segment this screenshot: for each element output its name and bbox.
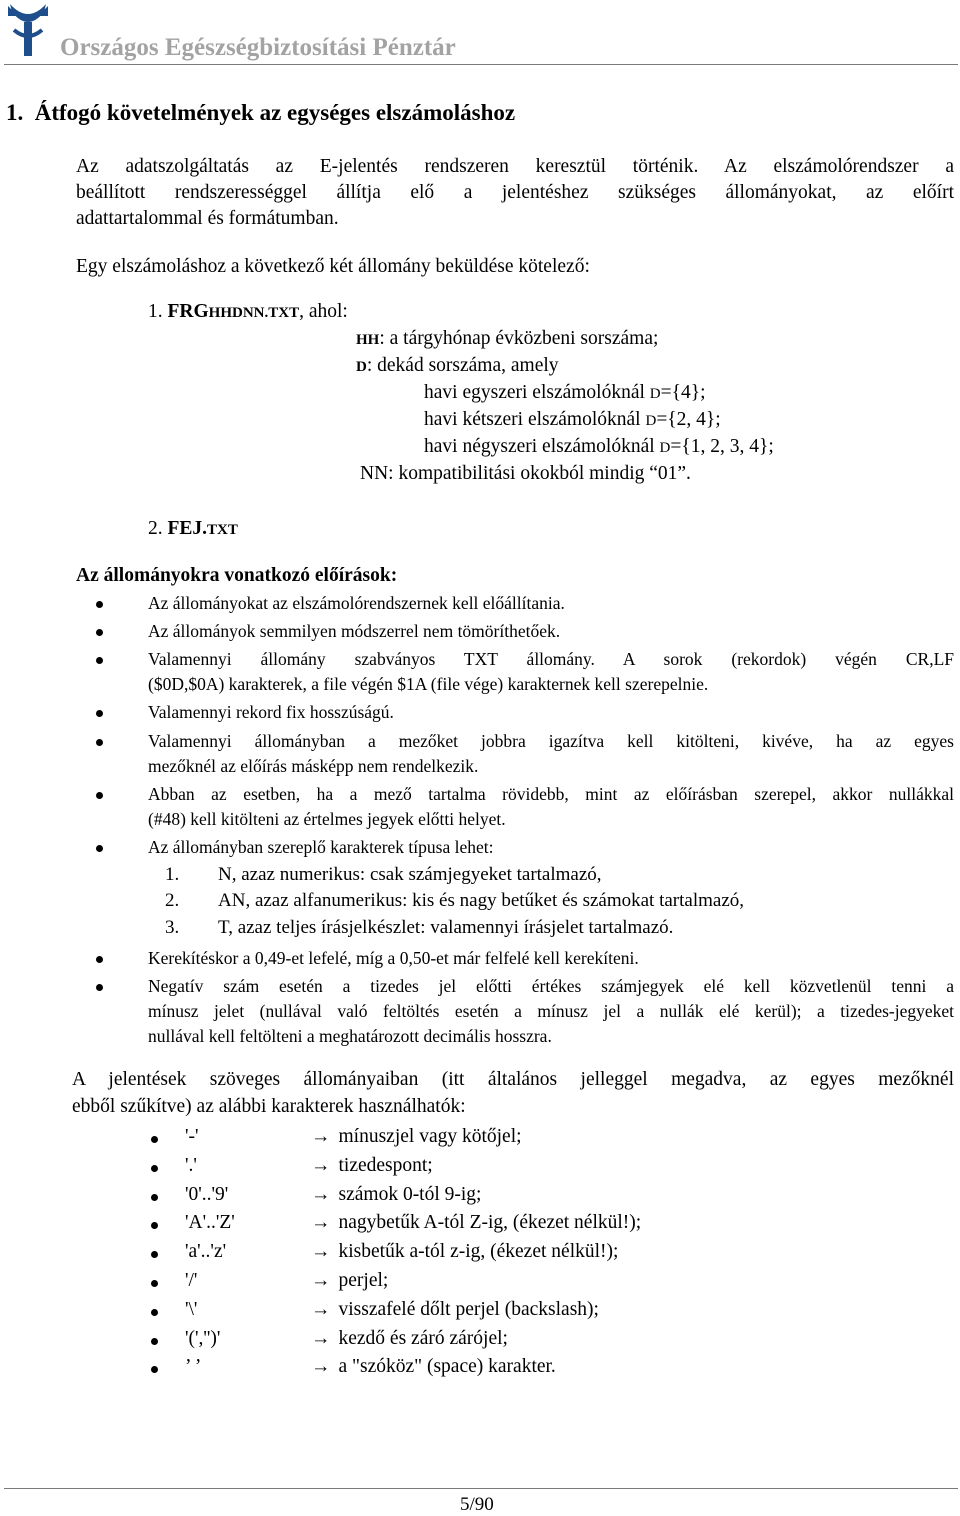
rule-item-1: Az állományokat az elszámolórendszernek kell előállítania.	[148, 593, 565, 613]
rule-item-6-line-2: (#48) kell kitölteni az értelmes jegyek előtti helyet.	[148, 809, 506, 829]
char-value: 'a'..'z'	[185, 1241, 227, 1262]
rule-item-6-line-1: Abban az esetben, ha a mező tartalma rövidebb, mint az előírásban szerepel, akkor nullákkal	[148, 784, 954, 804]
d-row-3-key: D	[659, 440, 671, 456]
rule-item-3-line-2: ($0D,$0A) karakterek, a file végén $1A (file vége) karakternek kell szerepelnie.	[148, 674, 709, 694]
char-value: ’ ’	[185, 1356, 202, 1377]
d-key: D	[356, 359, 367, 375]
hh-line	[356, 328, 658, 350]
d-row-1	[424, 382, 706, 404]
char-description: perjel;	[338, 1270, 389, 1291]
bullet-icon	[96, 956, 103, 963]
d-row-1-text: havi egyszeri elszámolóknál	[424, 382, 650, 403]
char-value: '.'	[185, 1155, 197, 1176]
char-value: '0'..'9'	[185, 1184, 229, 1205]
bullet-icon	[151, 1165, 158, 1172]
bullet-icon	[151, 1136, 158, 1143]
arrow-right-icon: →	[311, 1155, 331, 1176]
arrow-right-icon: →	[311, 1356, 331, 1377]
intro-line-3: adattartalommal és formátumban.	[76, 208, 339, 229]
rule-item-7: Az állományban szereplő karakterek típusa lehet:	[148, 837, 494, 857]
char-value: '(','')'	[185, 1328, 221, 1349]
header-title: Országos Egészségbiztosítási Pénztár	[60, 34, 456, 61]
rule-item-2: Az állományok semmilyen módszerrel nem tömöríthetőek.	[148, 621, 561, 641]
bullet-icon	[151, 1280, 158, 1287]
file-1-name-a: FRG	[167, 301, 209, 322]
page-number: 5/90	[460, 1494, 494, 1515]
type-1-text: N, azaz numerikus: csak számjegyeket tartalmazó,	[218, 864, 602, 885]
header-divider	[4, 64, 958, 65]
bullet-icon	[96, 845, 103, 852]
bullet-icon	[96, 792, 103, 799]
char-description: számok 0-tól 9-ig;	[338, 1184, 482, 1205]
file-2-name-a: FEJ.	[167, 518, 208, 539]
char-description-row	[311, 1184, 481, 1206]
char-description-row	[311, 1155, 433, 1177]
char-description-row	[311, 1126, 522, 1148]
d-text: : dekád sorszáma, amely	[366, 355, 559, 376]
type-2-number: 2.	[165, 890, 180, 911]
rule-item-9-line-1: Negatív szám esetén a tizedes jel előtti értékes számjegyek elé kell közvetlenül tenni a	[148, 976, 954, 996]
bullet-icon	[96, 657, 103, 664]
char-description-row	[311, 1241, 618, 1263]
bullet-icon	[151, 1194, 158, 1201]
char-description: tizedespont;	[338, 1155, 433, 1176]
rule-item-3-line-1: Valamennyi állomány szabványos TXT állomány. A sorok (rekordok) végén CR,LF	[148, 649, 954, 669]
arrow-right-icon: →	[311, 1241, 331, 1262]
footer-divider	[4, 1488, 958, 1489]
intro-line-4: Egy elszámoláshoz a következő két állomány beküldése kötelező:	[76, 256, 590, 277]
char-description-row	[311, 1356, 556, 1378]
char-description: kisbetűk a-tól z-ig, (ékezet nélkül!);	[338, 1241, 619, 1262]
chars-intro-line-1: A jelentések szöveges állományaiban (itt általános jelleggel megadva, az egyes mezőknél	[72, 1069, 954, 1090]
char-value: '-'	[185, 1126, 199, 1147]
rule-item-9-line-3: nullával kell feltölteni a meghatározott decimális hosszra.	[148, 1026, 552, 1046]
bullet-icon	[96, 629, 103, 636]
d-row-3-val: ={1, 2, 3, 4};	[670, 436, 774, 457]
arrow-right-icon: →	[311, 1126, 331, 1147]
arrow-right-icon: →	[311, 1184, 331, 1205]
type-3-text: T, azaz teljes írásjelkészlet: valamennyi írásjelet tartalmazó.	[218, 917, 674, 938]
file-2-number: 2.	[148, 518, 163, 539]
bullet-icon	[96, 601, 103, 608]
bullet-icon	[151, 1366, 158, 1373]
arrow-right-icon: →	[311, 1299, 331, 1320]
chars-intro-line-2: ebből szűkítve) az alábbi karakterek használhatók:	[72, 1096, 466, 1117]
type-2-text: AN, azaz alfanumerikus: kis és nagy betűket és számokat tartalmazó,	[218, 890, 744, 911]
section-heading: 1. Átfogó követelmények az egységes elszámoláshoz	[6, 100, 516, 125]
bullet-icon	[151, 1309, 158, 1316]
file-1-number: 1.	[148, 301, 163, 322]
bullet-icon	[151, 1338, 158, 1345]
hh-key: HH	[356, 332, 380, 348]
intro-line-1: Az adatszolgáltatás az E-jelentés rendszeren keresztül történik. Az elszámolórendszer a	[76, 156, 954, 177]
char-description-row	[311, 1299, 599, 1321]
type-1-number: 1.	[165, 864, 180, 885]
bullet-icon	[151, 1222, 158, 1229]
char-description: mínuszjel vagy kötőjel;	[338, 1126, 522, 1147]
bullet-icon	[96, 710, 103, 717]
bullet-icon	[96, 984, 103, 991]
bullet-icon	[96, 739, 103, 746]
nn-line: NN: kompatibilitási okokból mindig “01”.	[360, 463, 691, 484]
d-row-3	[424, 436, 774, 458]
file-2-name-b: TXT	[207, 522, 238, 538]
char-description: a "szóköz" (space) karakter.	[338, 1356, 556, 1377]
rule-item-5-line-1: Valamennyi állományban a mezőket jobbra igazítva kell kitölteni, kivéve, ha az egyes	[148, 731, 954, 751]
char-value: 'A'..'Z'	[185, 1212, 235, 1233]
file-1-line	[148, 301, 348, 323]
char-description-row	[311, 1328, 508, 1350]
oep-logo-icon	[4, 2, 52, 60]
rule-item-4: Valamennyi rekord fix hosszúságú.	[148, 702, 394, 722]
char-description-row	[311, 1270, 388, 1292]
intro-line-2: beállított rendszerességgel állítja elő a jelentéshez szükséges állományokat, az előírt	[76, 182, 954, 203]
d-line	[356, 355, 559, 377]
char-value: '\'	[185, 1299, 198, 1320]
d-row-1-key: D	[649, 386, 661, 402]
rule-item-5-line-2: mezőknél az előírás másképp nem rendelkezik.	[148, 756, 479, 776]
d-row-1-val: ={4};	[660, 382, 706, 403]
rule-item-9-line-2: mínusz jelet (nullával való feltöltés esetén a mínusz jel a nullák elé kerül); a tizedes-jegyeket	[148, 1001, 954, 1021]
file-1-suffix: , ahol:	[299, 301, 348, 322]
d-row-2-text: havi kétszeri elszámolóknál	[424, 409, 646, 430]
char-description-row	[311, 1212, 641, 1234]
type-3-number: 3.	[165, 917, 180, 938]
d-row-2-val: ={2, 4};	[656, 409, 721, 430]
char-description: nagybetűk A-tól Z-ig, (ékezet nélkül!);	[338, 1212, 642, 1233]
arrow-right-icon: →	[311, 1270, 331, 1291]
d-row-2-key: D	[645, 413, 657, 429]
rule-item-8: Kerekítéskor a 0,49-et lefelé, míg a 0,50-et már felfelé kell kerekíteni.	[148, 948, 639, 968]
char-value: '/'	[185, 1270, 198, 1291]
rules-heading: Az állományokra vonatkozó előírások:	[76, 565, 398, 586]
bullet-icon	[151, 1251, 158, 1258]
char-description: visszafelé dőlt perjel (backslash);	[338, 1299, 599, 1320]
file-1-name-b: HHDNN.TXT	[208, 305, 300, 321]
d-row-2	[424, 409, 721, 431]
d-row-3-text: havi négyszeri elszámolóknál	[424, 436, 660, 457]
char-description: kezdő és záró zárójel;	[338, 1328, 508, 1349]
arrow-right-icon: →	[311, 1212, 331, 1233]
arrow-right-icon: →	[311, 1328, 331, 1349]
hh-text: : a tárgyhónap évközbeni sorszáma;	[379, 328, 659, 349]
file-2-line	[148, 518, 238, 540]
